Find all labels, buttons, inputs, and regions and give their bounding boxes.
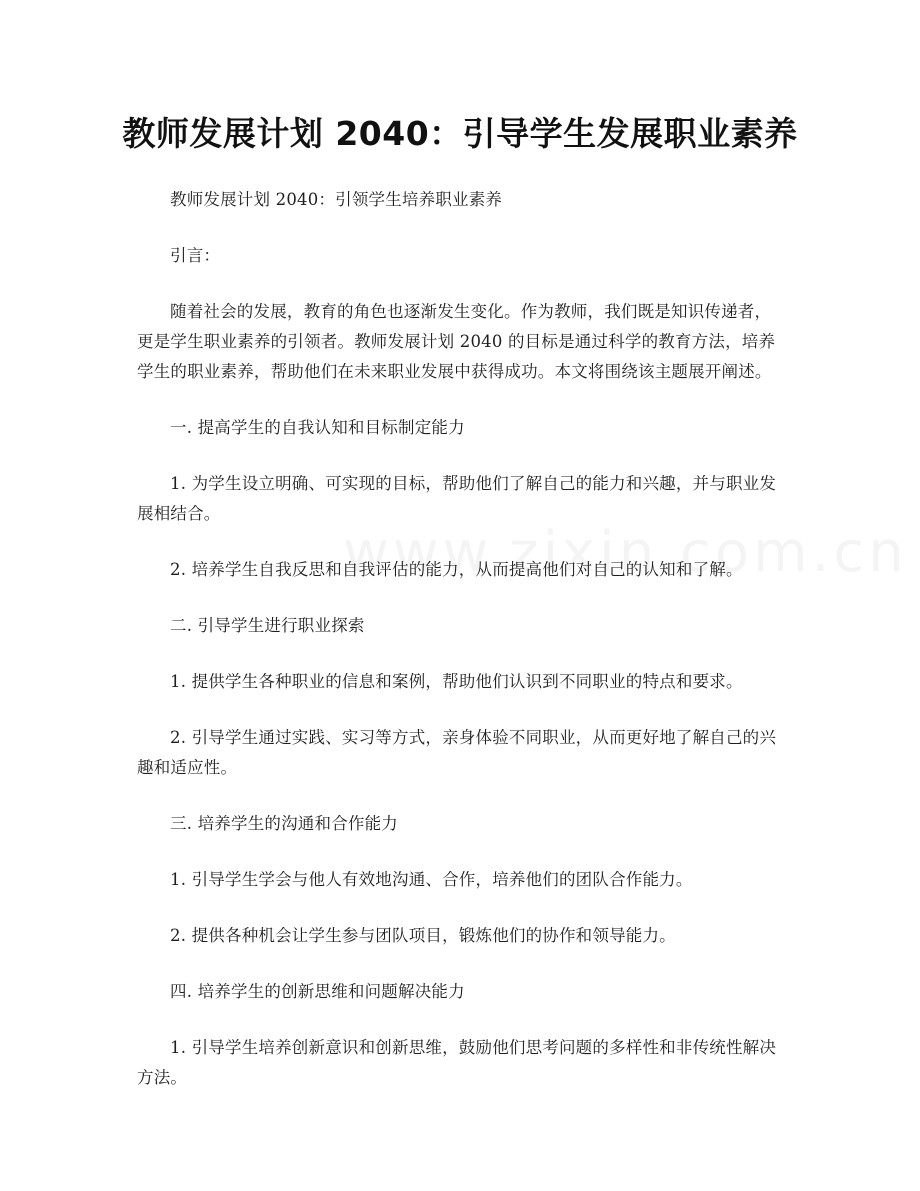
document-body [137, 185, 785, 1119]
section-heading-1: 一. 提高学生的自我认知和目标制定能力 [170, 418, 465, 437]
section-1-item-2: 2. 培养学生自我反思和自我评估的能力，从而提高他们对自己的认知和了解。 [170, 560, 743, 579]
section-heading-4: 四. 培养学生的创新思维和问题解决能力 [170, 982, 465, 1001]
section-2-item-2: 2. 引导学生通过实践、实习等方式，亲身体验不同职业，从而更好地了解自己的兴趣和适应性。 [137, 728, 777, 777]
section-3-item-2: 2. 提供各种机会让学生参与团队项目，锻炼他们的协作和领导能力。 [170, 926, 676, 945]
section-3-item-1: 1. 引导学生学会与他人有效地沟通、合作，培养他们的团队合作能力。 [170, 870, 693, 889]
intro-paragraph: 随着社会的发展，教育的角色也逐渐发生变化。作为教师，我们既是知识传递者，更是学生职业素养的引领者。教师发展计划 2040 的目标是通过科学的教育方法，培养学生的职业素养，帮助他们在未来职业发展中获得成功。本文将围绕该主题展开阐述。 [137, 302, 776, 381]
intro-heading: 引言： [170, 246, 221, 265]
section-2-item-1: 1. 提供学生各种职业的信息和案例，帮助他们认识到不同职业的特点和要求。 [170, 672, 743, 691]
document-title: 教师发展计划 2040：引导学生发展职业素养 [122, 114, 798, 153]
subtitle-paragraph: 教师发展计划 2040：引领学生培养职业素养 [170, 190, 503, 209]
section-heading-2: 二. 引导学生进行职业探索 [170, 616, 365, 635]
section-heading-3: 三. 培养学生的沟通和合作能力 [170, 814, 398, 833]
section-1-item-1: 1. 为学生设立明确、可实现的目标，帮助他们了解自己的能力和兴趣，并与职业发展相结合。 [137, 474, 777, 523]
section-4-item-1: 1. 引导学生培养创新意识和创新思维，鼓励他们思考问题的多样性和非传统性解决方法。 [137, 1038, 777, 1087]
